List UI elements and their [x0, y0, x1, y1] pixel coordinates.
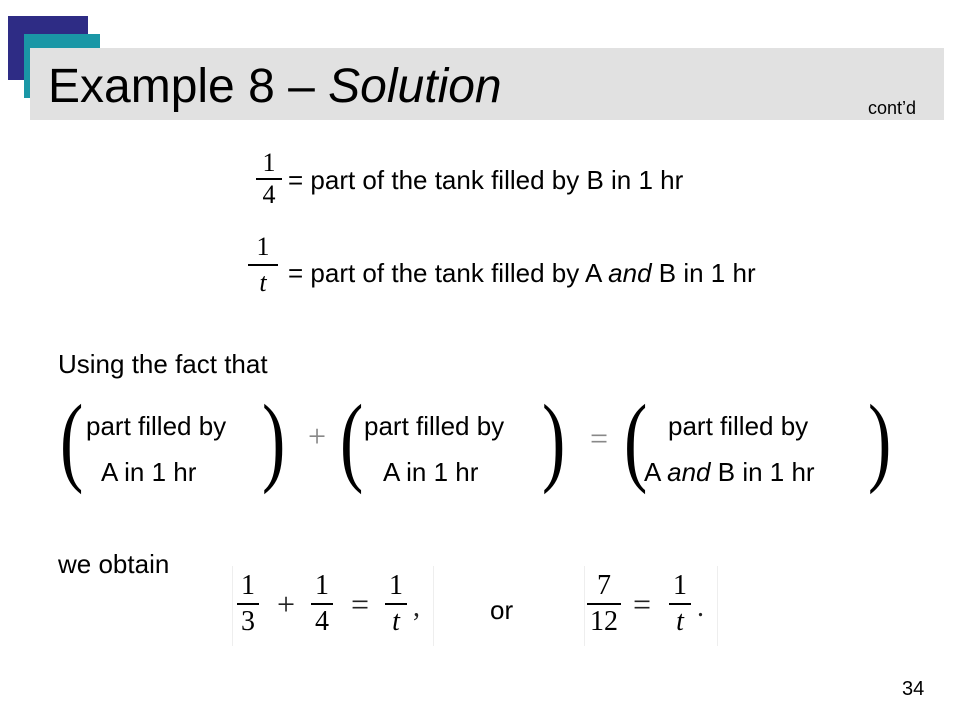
- def2-text-italic: and: [608, 258, 652, 288]
- equation-2: [584, 566, 718, 646]
- def1-text: = part of the tank filled by B in 1 hr: [288, 165, 684, 195]
- def2-fraction: [248, 234, 278, 296]
- page-number: 34: [902, 678, 925, 700]
- title-italic: Solution: [328, 60, 502, 113]
- term2-line1: part filled by: [364, 411, 505, 441]
- title-main: Example 8 –: [48, 60, 329, 113]
- we-obtain-text: we obtain: [58, 549, 170, 579]
- term3-line1: part filled by: [668, 411, 809, 441]
- numerator: 7: [597, 570, 611, 601]
- fraction-bar: [669, 603, 691, 605]
- def2-denominator: t: [259, 268, 267, 297]
- contd-label: cont’d: [868, 98, 917, 118]
- equals-sign: =: [351, 586, 370, 622]
- term1-line2: A in 1 hr: [101, 457, 197, 487]
- def1-numerator: 1: [262, 148, 276, 177]
- slide-title: [48, 58, 502, 116]
- fraction-bar: [237, 603, 259, 605]
- denominator: 3: [241, 606, 255, 637]
- left-paren-3: (: [624, 384, 648, 495]
- right-paren-3: ): [868, 384, 892, 495]
- fraction-bar: [311, 603, 333, 605]
- numerator: 1: [673, 570, 687, 601]
- numerator: 1: [241, 570, 255, 601]
- comma: ,: [413, 592, 420, 623]
- eq1-fraction-2: [311, 572, 333, 636]
- term1-line1: part filled by: [86, 411, 227, 441]
- denominator: 4: [315, 606, 329, 637]
- equals-sign: =: [633, 586, 652, 622]
- eq1-fraction-3: [385, 572, 407, 636]
- fraction-bar: [587, 603, 621, 605]
- def1-denominator: 4: [262, 180, 276, 209]
- def2-text: [288, 257, 756, 289]
- denominator: t: [676, 606, 684, 637]
- eq1-fraction-1: [237, 572, 259, 636]
- numerator: 1: [315, 570, 329, 601]
- term3-line2: [644, 456, 815, 488]
- def1-fraction: [256, 150, 282, 208]
- term3-line2-italic: and: [667, 457, 711, 487]
- eq2-fraction-2: [669, 572, 691, 636]
- equation-1: [232, 566, 434, 646]
- plus-sign-word: +: [308, 418, 327, 454]
- fraction-bar: [385, 603, 407, 605]
- denominator: 12: [590, 606, 618, 637]
- fraction-bar: [248, 264, 278, 266]
- term3-line2-pre: A: [644, 457, 668, 487]
- right-paren-1: ): [262, 384, 286, 495]
- eq2-fraction-1: [587, 572, 621, 636]
- left-paren-1: (: [60, 384, 84, 495]
- plus-sign: +: [277, 586, 296, 622]
- denominator: t: [392, 606, 400, 637]
- term3-line2-post: B in 1 hr: [710, 457, 815, 487]
- right-paren-2: ): [542, 384, 566, 495]
- or-text: or: [490, 595, 514, 625]
- numerator: 1: [389, 570, 403, 601]
- term2-line2: A in 1 hr: [383, 457, 479, 487]
- def2-text-pre: = part of the tank filled by A: [288, 258, 609, 288]
- left-paren-2: (: [340, 384, 364, 495]
- using-text: Using the fact that: [58, 349, 268, 379]
- def2-numerator: 1: [256, 232, 270, 261]
- period: .: [697, 592, 704, 623]
- def2-text-post: B in 1 hr: [651, 258, 756, 288]
- equals-sign-word: =: [590, 420, 609, 456]
